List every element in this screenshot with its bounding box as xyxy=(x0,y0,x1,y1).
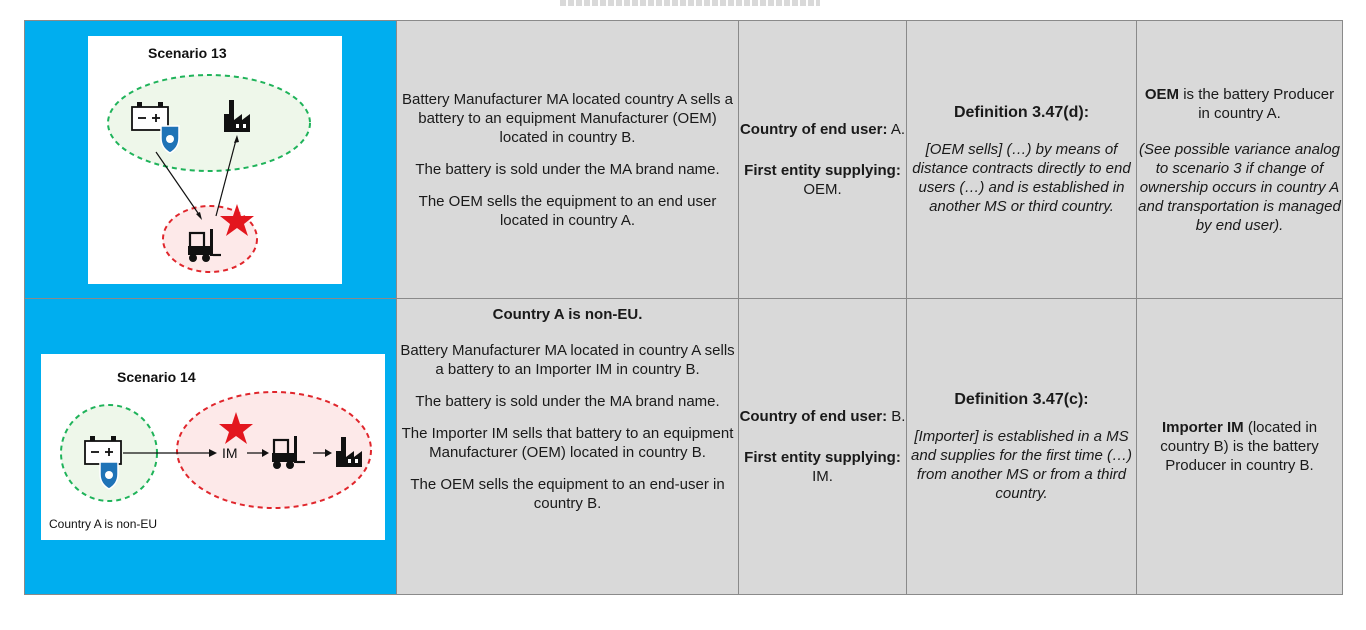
end-user-label: Country of end user: xyxy=(739,121,888,138)
scenario-figure-cell xyxy=(25,299,397,595)
scenario-table xyxy=(24,20,1343,595)
description-paragraph: The Importer IM sells that battery to an equipment Manufacturer (OEM) located in country B. xyxy=(401,425,734,461)
first-entity-label: First entity supplying: xyxy=(744,449,901,466)
first-entity-value: IM. xyxy=(812,468,833,485)
description-paragraph: The OEM sells the equipment to an end user located in country A. xyxy=(418,192,717,229)
definition-title: Definition 3.47(d): xyxy=(953,104,1090,121)
producer-text: (located in country B) is the battery Producer in country B. xyxy=(1160,419,1319,474)
end-user-value: A. xyxy=(890,121,906,138)
end-user-value: B. xyxy=(891,408,906,425)
definition-cell xyxy=(907,299,1137,595)
scenario-14-figure xyxy=(41,354,385,540)
description-paragraph: The battery is sold under the MA brand name. xyxy=(415,393,720,410)
description-paragraph: The OEM sells the equipment to an end-user in country B. xyxy=(410,476,725,512)
definition-cell xyxy=(907,21,1137,299)
first-entity-label: First entity supplying: xyxy=(744,162,901,179)
producer-cell xyxy=(1137,299,1343,595)
description-paragraph: The battery is sold under the MA brand name. xyxy=(415,160,720,178)
producer-bold: OEM xyxy=(1144,85,1180,103)
scenario-title: Scenario 13 xyxy=(148,44,227,61)
end-user-label: Country of end user: xyxy=(739,408,888,425)
description-paragraph: Battery Manufacturer MA located country A sells a battery to an equipment Manufacturer (OEM) located in country B. xyxy=(402,90,733,146)
scenario-figure-cell xyxy=(25,21,397,299)
producer-note: (See possible variance analog to scenario 3 if change of ownership occurs in country A and transportation is managed by end user). xyxy=(1138,140,1341,234)
producer-cell xyxy=(1137,21,1343,299)
country-cell xyxy=(739,21,907,299)
importer-label: IM xyxy=(222,444,238,461)
definition-text: [Importer] is established in a MS and supplies for the first time (…) from another MS or from a third country. xyxy=(911,428,1132,502)
scenario-13-figure xyxy=(88,36,342,284)
table-row xyxy=(25,299,1343,595)
producer-text: is the battery Producer in country A. xyxy=(1179,85,1335,122)
definition-text: [OEM sells] (…) by means of distance contracts directly to end users (…) and is established in another MS or third country. xyxy=(912,141,1131,215)
faint-header-text xyxy=(560,0,820,6)
table-row xyxy=(25,21,1343,299)
producer-bold: Importer IM xyxy=(1161,419,1244,436)
definition-title: Definition 3.47(c): xyxy=(954,391,1089,408)
country-cell xyxy=(739,299,907,595)
battery-icon xyxy=(85,436,121,464)
description-heading: Country A is non-EU. xyxy=(492,306,643,323)
scenario-title: Scenario 14 xyxy=(117,368,196,385)
first-entity-value: OEM. xyxy=(803,181,842,198)
figure-caption: Country A is non-EU xyxy=(49,516,158,531)
description-cell xyxy=(397,299,739,595)
description-cell xyxy=(397,21,739,299)
description-paragraph: Battery Manufacturer MA located in country A sells a battery to an Importer IM in country B. xyxy=(400,342,735,378)
